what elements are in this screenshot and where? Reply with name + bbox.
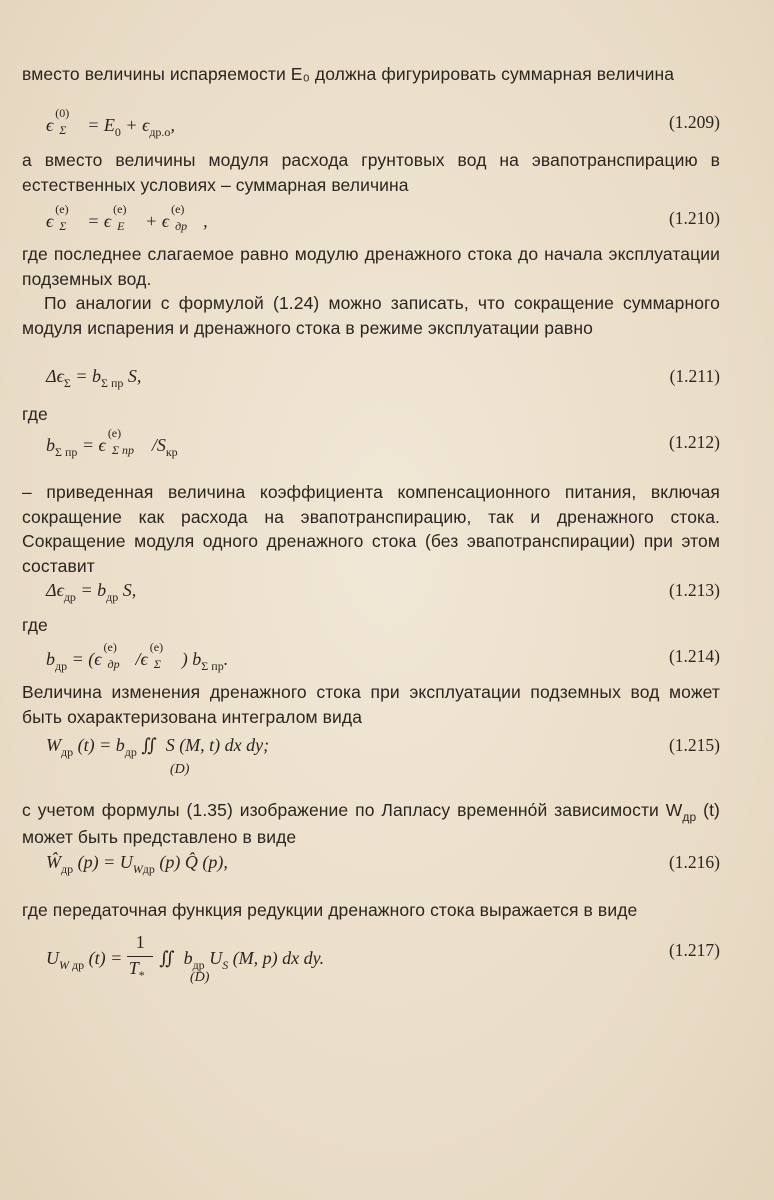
equation-1-211 bbox=[22, 366, 720, 396]
paragraph-5 bbox=[22, 402, 720, 427]
equation-formula: $\Delta\epsilon_\Sigma = b_{\Sigma пр}$ S, bbox=[46, 366, 142, 390]
equation-1-217 bbox=[22, 932, 720, 996]
paragraph-2 bbox=[22, 148, 720, 197]
paragraph-1 bbox=[22, 62, 720, 87]
paragraph-text: где bbox=[22, 615, 48, 635]
integration-domain: (D) bbox=[170, 762, 190, 777]
equation-formula: $\Delta\epsilon_{др} = b_{др}$ S, bbox=[46, 580, 137, 604]
equation-formula: $Ŵ_{др}$ $(p) = U_{Wдр}$ (p) Q̂ (p), bbox=[46, 852, 228, 876]
equation-formula: ϵ (e) Σ = ϵ (e) E + ϵ (e) др , bbox=[46, 202, 208, 233]
paragraph-3 bbox=[22, 242, 720, 291]
paragraph-text: – приведенная величина коэффициента компенсационного питания, включая сокращение как расхода на эвапотранспирацию, так и дренажного стока. Сокращение модуля одного дренажного стока (без эвапотранспирации) при этом составит bbox=[22, 482, 720, 576]
equation-formula: ϵ (0) Σ = $E_0 + \epsilon_{др.о}$, bbox=[46, 106, 175, 140]
paragraph-text-tail: (t) может быть представлено в виде bbox=[22, 800, 720, 847]
paragraph-text-sub: др bbox=[682, 810, 697, 824]
equation-number: (1.217) bbox=[668, 940, 720, 960]
integration-domain: (D) bbox=[190, 970, 210, 985]
paragraph-6 bbox=[22, 480, 720, 578]
paragraph-8 bbox=[22, 680, 720, 729]
equation-number: (1.216) bbox=[668, 852, 720, 872]
paragraph-10 bbox=[22, 898, 720, 923]
equation-1-216 bbox=[22, 852, 720, 882]
equation-1-214 bbox=[22, 640, 720, 676]
paragraph-text: Величина изменения дренажного стока при эксплуатации подземных вод может быть охарактеризована интегралом вида bbox=[22, 682, 720, 727]
paragraph-text: где bbox=[22, 404, 48, 424]
equation-1-209 bbox=[22, 106, 720, 142]
equation-number: (1.210) bbox=[668, 208, 720, 228]
equation-number: (1.215) bbox=[668, 735, 720, 755]
equation-number: (1.211) bbox=[669, 366, 720, 386]
paragraph-text: вместо величины испаряемости E₀ должна фигурировать суммарная величина bbox=[22, 64, 675, 84]
equation-number: (1.212) bbox=[668, 432, 720, 452]
equation-formula: $U_{W др}$ (t) = $\frac{1}{T_*}$ ∬ $b_{др}$ $U_S$ (M, p) dx dy. bbox=[46, 932, 325, 982]
paragraph-7 bbox=[22, 613, 720, 638]
paragraph-9 bbox=[22, 798, 720, 849]
equation-1-213 bbox=[22, 580, 720, 610]
paragraph-text: где передаточная функция редукции дренажного стока выражается в виде bbox=[22, 900, 638, 920]
equation-number: (1.214) bbox=[668, 646, 720, 666]
paragraph-text: а вместо величины модуля расхода грунтовых вод на эвапотранспирацию в естественных условиях – суммарная величина bbox=[22, 150, 720, 195]
equation-number: (1.213) bbox=[668, 580, 720, 600]
paragraph-text: где последнее слагаемое равно модулю дренажного стока до начала эксплуатации подземных вод. bbox=[22, 244, 720, 289]
equation-number: (1.209) bbox=[668, 112, 720, 132]
paragraph-text-main: с учетом формулы (1.35) изображение по Лапласу временно́й зависимости W bbox=[22, 800, 683, 820]
equation-1-210 bbox=[22, 202, 720, 238]
equation-formula: $b_{др} = (\epsilon$ (e) др /ϵ (e) Σ ) $b_{\Sigma пр}$. bbox=[46, 640, 229, 674]
paragraph-text: По аналогии с формулой (1.24) можно записать, что сокращение суммарного модуля испарения и дренажного стока в режиме эксплуатации равно bbox=[22, 293, 720, 338]
equation-formula: $W_{др}$ $(t) = b_{др}$ ∬ S (M, t) dx dy; bbox=[46, 735, 270, 759]
equation-formula: $b_{\Sigma пр} = \epsilon$ (e) Σ пр $/S_{кр}$ bbox=[46, 426, 178, 460]
equation-1-212 bbox=[22, 426, 720, 462]
equation-1-215 bbox=[22, 735, 720, 785]
paragraph-text bbox=[22, 798, 720, 849]
paragraph-4 bbox=[22, 291, 720, 340]
